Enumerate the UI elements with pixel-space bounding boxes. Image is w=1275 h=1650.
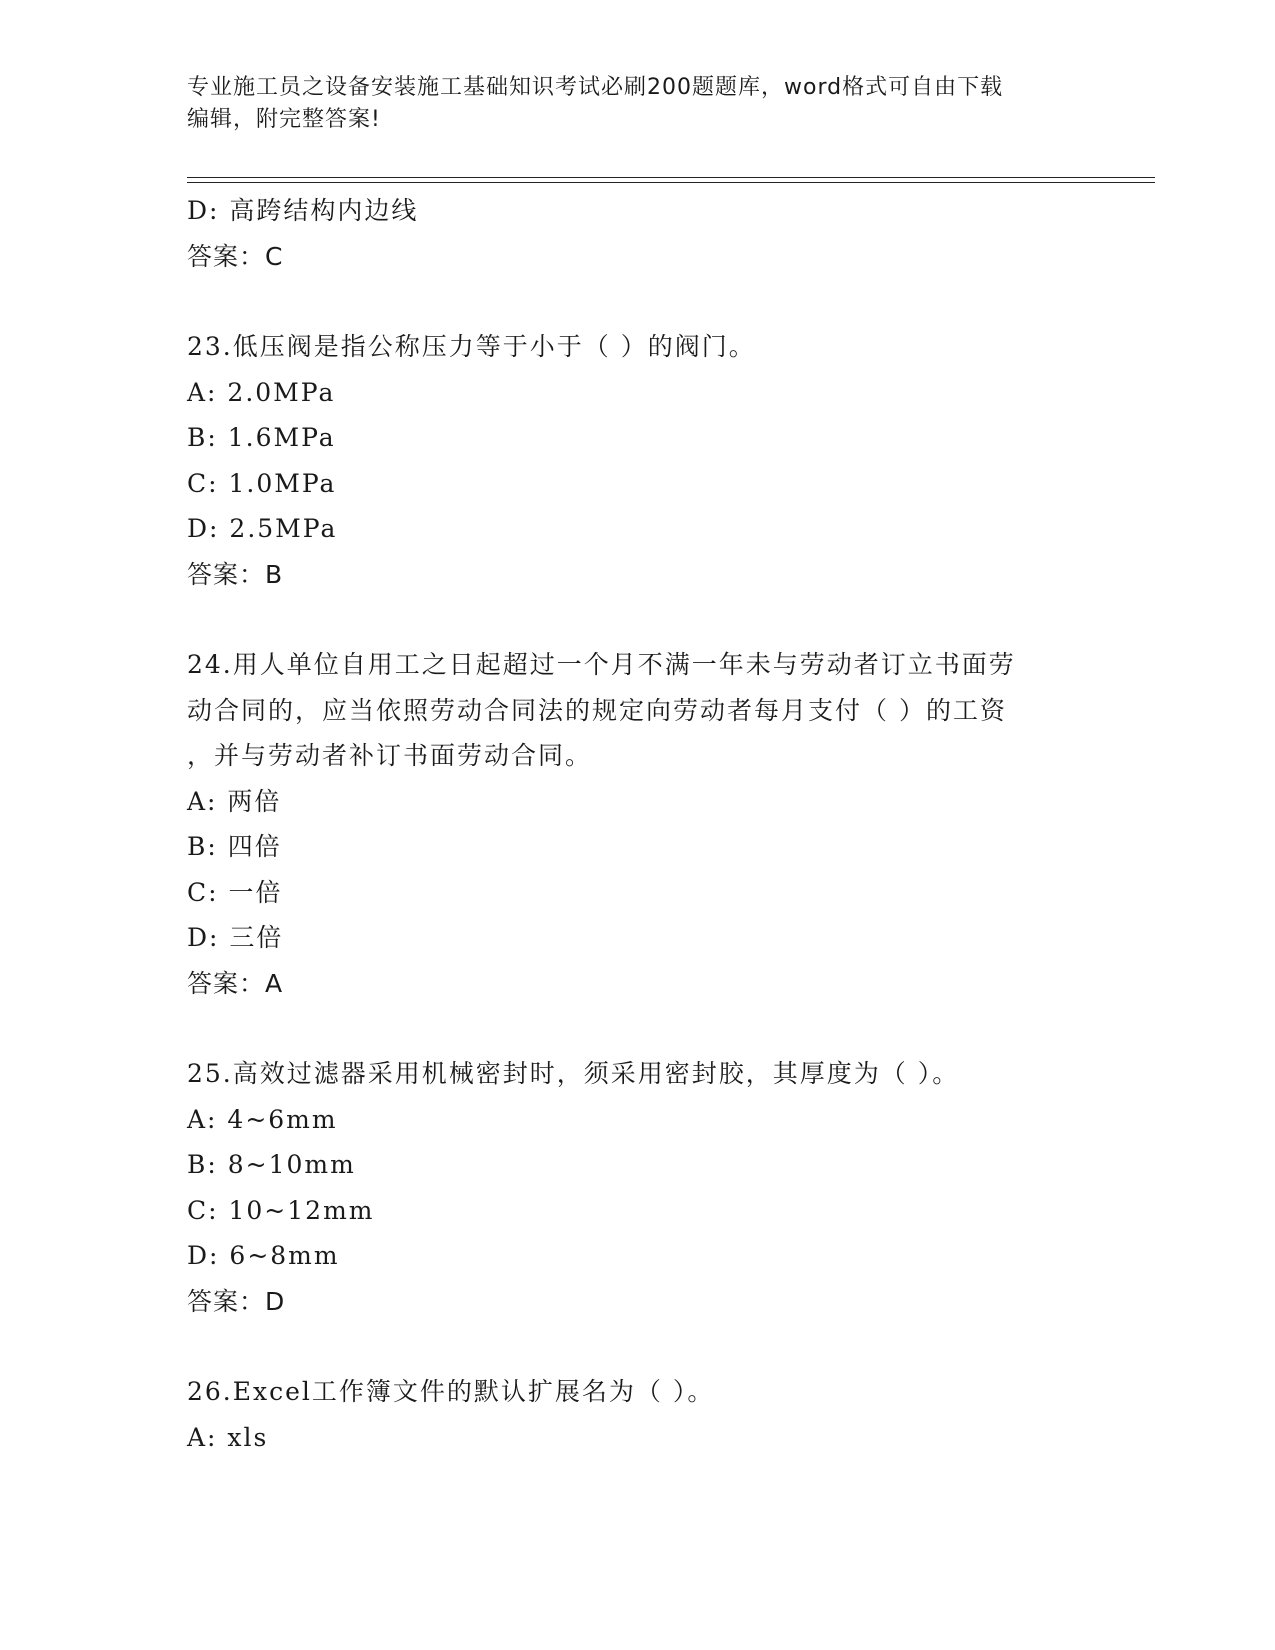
stem-line: 26.Excel工作簿文件的默认扩展名为（ ）。	[187, 1377, 715, 1406]
stem-line: 23.低压阀是指公称压力等于小于（ ）的阀门。	[187, 332, 756, 361]
stem-line: ，并与劳动者补订书面劳动合同。	[187, 741, 593, 770]
option-d: D: 高跨结构内边线	[187, 196, 419, 225]
question-22-tail	[187, 188, 1087, 279]
answer-line: 答案：A	[187, 968, 284, 998]
stem-line: 24.用人单位自用工之日起超过一个月不满一年未与劳动者订立书面劳	[187, 650, 1016, 679]
option-a: A: 2.0MPa	[187, 377, 336, 407]
question-24	[187, 642, 1087, 1006]
option-b: B: 8~10mm	[187, 1150, 356, 1179]
option-b: B: 1.6MPa	[187, 423, 336, 452]
question-25	[187, 1051, 1087, 1324]
header-divider-bottom	[187, 182, 1155, 183]
option-d: D: 三倍	[187, 923, 284, 952]
question-stem	[187, 1369, 1087, 1415]
questions-content	[187, 188, 1087, 1460]
header-line-2: 编辑，附完整答案!	[187, 107, 381, 132]
option-c: C: 1.0MPa	[187, 468, 337, 498]
question-stem	[187, 1051, 1087, 1097]
question-stem	[187, 324, 1087, 370]
answer-line: 答案：C	[187, 241, 284, 271]
option-a: A: xls	[187, 1422, 269, 1452]
stem-line: 动合同的，应当依照劳动合同法的规定向劳动者每月支付（ ）的工资	[187, 695, 1007, 725]
option-d: D: 2.5MPa	[187, 514, 338, 543]
question-23	[187, 324, 1087, 597]
option-c: C: 10~12mm	[187, 1195, 375, 1225]
header-divider-top	[187, 177, 1155, 178]
question-stem	[187, 642, 1087, 779]
option-a: A: 4~6mm	[187, 1104, 338, 1134]
answer-line: 答案：B	[187, 559, 284, 589]
option-b: B: 四倍	[187, 832, 282, 861]
option-c: C: 一倍	[187, 877, 283, 907]
answer-line: 答案：D	[187, 1286, 286, 1316]
option-d: D: 6~8mm	[187, 1241, 340, 1270]
option-a: A: 两倍	[187, 786, 282, 816]
stem-line: 25.高效过滤器采用机械密封时，须采用密封胶，其厚度为（ ）。	[187, 1059, 960, 1088]
document-header	[187, 72, 1077, 136]
question-26	[187, 1369, 1087, 1460]
header-line-1: 专业施工员之设备安装施工基础知识考试必刷200题题库，word格式可自由下载	[187, 75, 1004, 100]
